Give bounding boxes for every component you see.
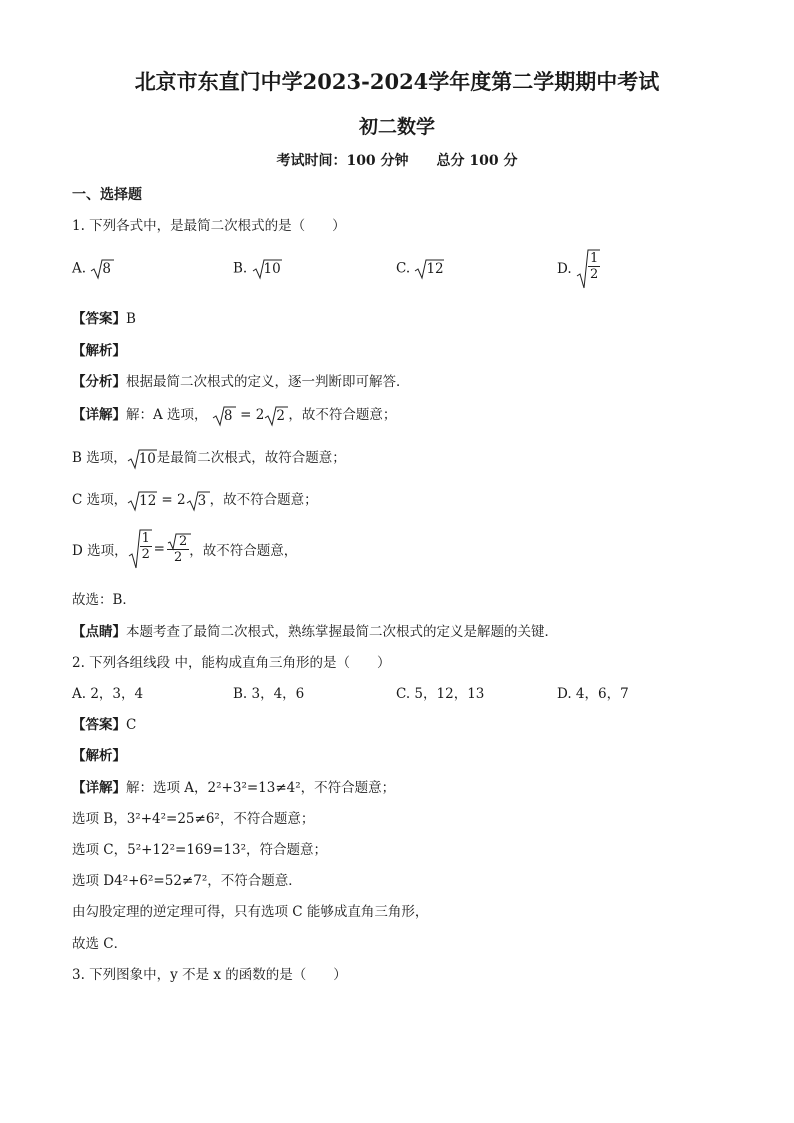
detail-tag: 【详解】 xyxy=(72,780,126,796)
q1-option-b xyxy=(233,258,282,280)
q2-option-b: B. 3，4，6 xyxy=(233,686,305,702)
equals-sign: = xyxy=(153,541,165,557)
answer-value: B xyxy=(126,311,136,327)
sqrt-expression xyxy=(90,258,114,280)
q1-fenxi xyxy=(72,370,410,390)
q1-detail-a xyxy=(72,403,396,427)
sqrt-expression xyxy=(414,258,444,280)
q2-answer xyxy=(72,713,136,733)
detail-text: 解：选项 A，2²+3²=13≠4²，不符合题意； xyxy=(126,780,396,796)
exam-info: 考试时间：100 分钟 总分 100 分 xyxy=(276,153,518,169)
q1-detail-c xyxy=(72,488,318,512)
detail-text: C 选项， xyxy=(72,492,128,508)
fraction xyxy=(588,251,600,282)
q1-option-a xyxy=(72,258,114,280)
detail-text: 解：A 选项， xyxy=(126,407,208,423)
answer-tag: 【答案】 xyxy=(72,717,126,733)
q1-answer xyxy=(72,307,136,327)
numerator: 1 xyxy=(589,251,599,266)
denominator: 2 xyxy=(589,267,599,282)
q2-detail-b: 选项 B，3²+4²=25≠6²，不符合题意； xyxy=(72,811,315,827)
q2-conclusion: 由勾股定理的逆定理可得，只有选项 C 能够成直角三角形， xyxy=(72,904,429,920)
fraction xyxy=(140,531,152,562)
detail-suffix: ，故不符合题意， xyxy=(189,543,298,559)
radicand: 8 xyxy=(223,407,233,424)
q1-option-d xyxy=(557,248,600,290)
option-letter: B. xyxy=(233,260,248,277)
sqrt-expression xyxy=(212,405,236,427)
radicand: 12 xyxy=(426,261,444,277)
q1-choose: 故选：B． xyxy=(72,592,136,608)
option-letter: C. xyxy=(396,260,411,277)
equation-text: = 2 xyxy=(235,407,265,423)
answer-tag: 【答案】 xyxy=(72,311,126,327)
option-letter: A. xyxy=(72,260,87,277)
numerator: 1 xyxy=(141,531,150,546)
q2-option-c: C. 5，12，13 xyxy=(396,686,485,702)
q2-detail-a xyxy=(72,776,395,796)
detail-text: B 选项， xyxy=(72,450,127,466)
question-2-stem: 2. 下列各组线段 中，能构成直角三角形的是（ ） xyxy=(72,655,391,671)
dianjing-text: 本题考查了最简二次根式，熟练掌握最简二次根式的定义是解题的关键． xyxy=(126,624,558,640)
q2-detail-d: 选项 D4²+6²=52≠7²，不符合题意． xyxy=(72,873,302,889)
q1-option-c xyxy=(396,258,444,280)
sqrt-fraction xyxy=(576,248,600,290)
q2-option-d: D. 4，6，7 xyxy=(557,686,629,702)
denominator: 2 xyxy=(141,547,150,562)
detail-suffix: 是最简二次根式，故符合题意； xyxy=(156,450,346,466)
exam-subtitle: 初二数学 xyxy=(358,116,435,138)
q1-detail-b xyxy=(72,446,346,470)
radicand: 10 xyxy=(263,261,281,277)
question-1-stem: 1. 下列各式中，是最简二次根式的是（ ） xyxy=(72,218,346,234)
detail-suffix: ，故不符合题意； xyxy=(209,492,318,508)
radicand: 2 xyxy=(276,407,285,424)
exam-title: 北京市东直门中学2023-2024学年度第二学期期中考试 xyxy=(134,69,660,94)
detail-suffix: ，故不符合题意； xyxy=(288,407,397,423)
fraction xyxy=(167,534,189,565)
radical-sign-icon xyxy=(167,533,191,551)
fenxi-tag: 【分析】 xyxy=(72,374,126,390)
q2-analysis-tag: 【解析】 xyxy=(72,748,126,764)
sqrt-expression xyxy=(252,258,282,280)
section-heading: 一、选择题 xyxy=(72,187,142,203)
q1-dianjing xyxy=(72,620,558,640)
numerator xyxy=(167,534,189,550)
option-letter: D. xyxy=(557,261,572,277)
detail-text: D 选项， xyxy=(72,543,128,559)
sqrt-fraction xyxy=(128,528,152,570)
denominator: 2 xyxy=(173,549,183,565)
q1-analysis-tag: 【解析】 xyxy=(72,343,126,359)
q2-detail-c: 选项 C，5²+12²=169=13²，符合题意； xyxy=(72,842,328,858)
radicand: 2 xyxy=(178,533,188,549)
question-3-stem: 3. 下列图象中，y 不是 x 的函数的是（ ） xyxy=(72,967,347,983)
q2-option-a: A. 2，3，4 xyxy=(72,686,144,702)
q1-detail-d xyxy=(72,528,297,574)
detail-tag: 【详解】 xyxy=(72,407,126,423)
sqrt-expression xyxy=(186,490,210,512)
radicand: 12 xyxy=(139,492,157,509)
sqrt-expression xyxy=(264,405,288,427)
equation-text: = 2 xyxy=(157,492,186,508)
radicand: 3 xyxy=(197,492,207,509)
q2-choose: 故选 C． xyxy=(72,936,128,952)
radicand: 10 xyxy=(138,450,156,467)
sqrt-expression xyxy=(127,490,157,512)
radicand: 8 xyxy=(102,261,111,277)
answer-value: C xyxy=(126,717,137,733)
dianjing-tag: 【点睛】 xyxy=(72,624,126,640)
sqrt-expression xyxy=(127,448,157,470)
fenxi-text: 根据最简二次根式的定义，逐一判断即可解答． xyxy=(126,374,410,390)
